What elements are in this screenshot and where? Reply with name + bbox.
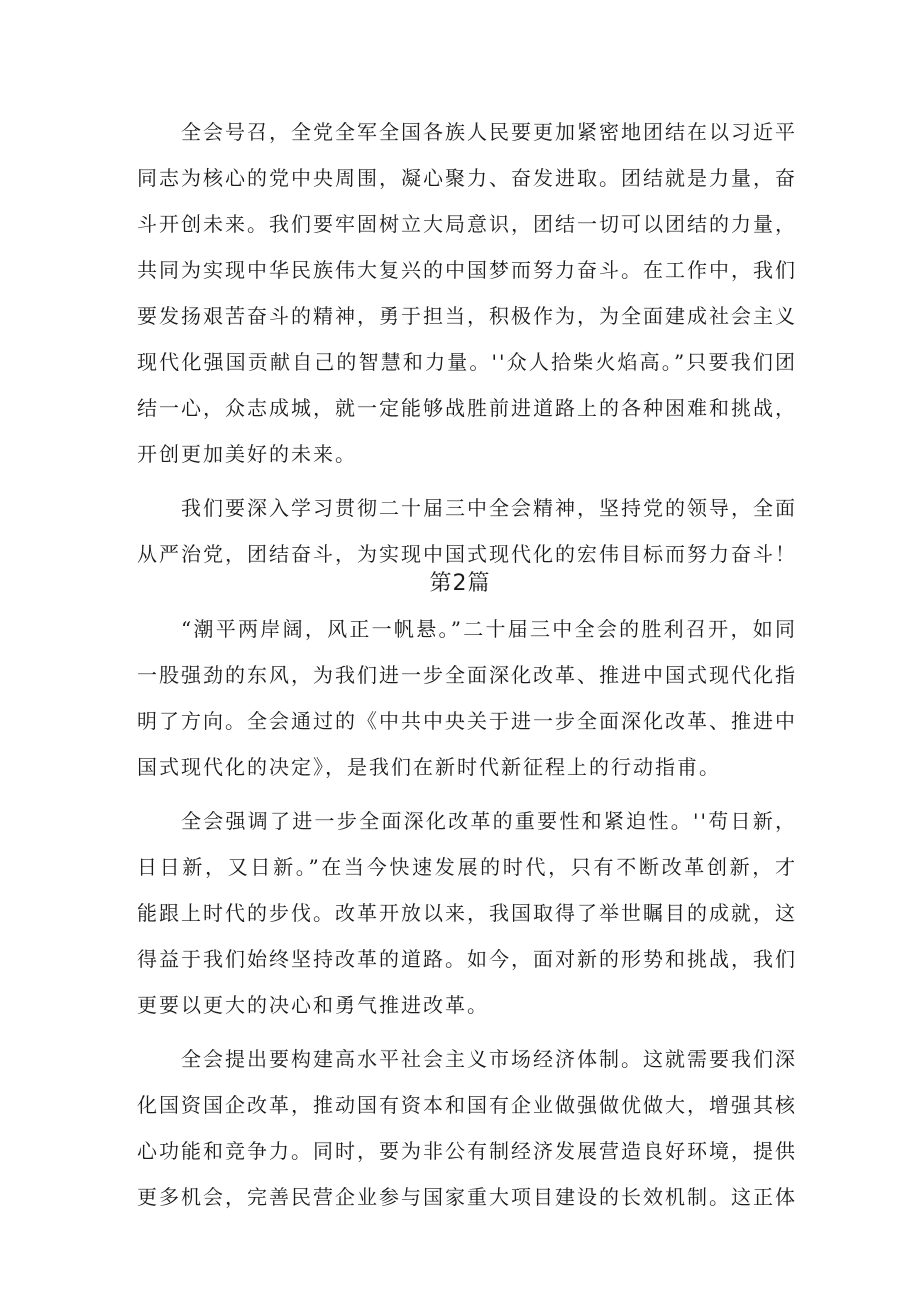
paragraph: 我们要深入学习贯彻二十届三中全会精神，坚持党的领导，全面从严治党，团结奋斗，为实现中国式现代化的宏伟目标而努力奋斗！: [137, 496, 797, 566]
section-title: 第2篇: [429, 571, 491, 596]
section-2-body: [137, 606, 797, 1220]
paragraph: 全会号召，全党全军全国各族人民要更加紧密地团结在以习近平同志为核心的党中央周围，凝心聚力、奋发进取。团结就是力量，奋斗开创未来。我们要牢固树立大局意识，团结一切可以团结的力量，共同为实现中华民族伟大复兴的中国梦而努力奋斗。在工作中，我们要发扬艰苦奋斗的精神，勇于担当，积极作为，为全面建成社会主义现代化强国贡献自己的智慧和力量。''众人拾柴火焰高。”只要我们团结一心，众志成城，就一定能够战胜前进道路上的各种困难和挑战，开创更加美好的未来。: [137, 120, 797, 466]
paragraph: 全会提出要构建高水平社会主义市场经济体制。这就需要我们深化国资国企改革，推动国有资本和国有企业做强做优做大，增强其核心功能和竞争力。同时，要为非公有制经济发展营造良好环境，提供更多机会，完善民营企业参与国家重大项目建设的长效机制。这正体: [137, 1047, 797, 1209]
section-1-body: [137, 109, 797, 577]
paragraph: “潮平两岸阔，风正一帆悬。”二十届三中全会的胜利召开，如同一股强劲的东风，为我们进一步全面深化改革、推进中国式现代化指明了方向。全会通过的《中共中央关于进一步全面深化改革、推进中国式现代化的决定》，是我们在新时代新征程上的行动指甫。: [137, 617, 797, 779]
paragraph: 全会强调了进一步全面深化改革的重要性和紧迫性。''苟日新，日日新，又日新。”在当今快速发展的时代，只有不断改革创新，才能跟上时代的步伐。改革开放以来，我国取得了举世瞩目的成就，这得益于我们始终坚持改革的道路。如今，面对新的形势和挑战，我们更要以更大的决心和勇气推进改革。: [137, 809, 797, 1017]
